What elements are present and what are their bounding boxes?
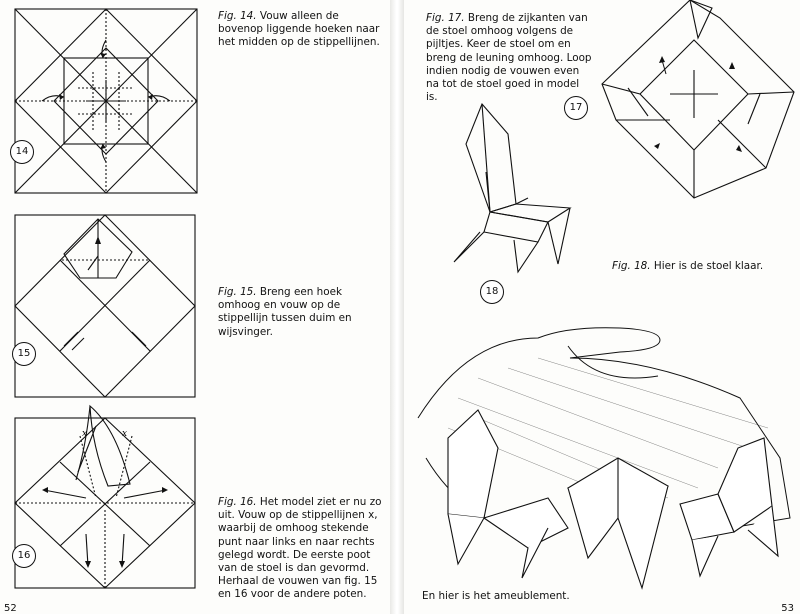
fig18-text: Hier is de stoel klaar.: [653, 260, 764, 272]
fig16-text: Het model ziet er nu zo uit. Vouw op de stippellijnen x, waarbij de omhoog stekende punt naar links en naar rechts gelegd wordt. De eerste poot van de stoel is dan gevormd. Herhaal de vouwen van fig. 15 en 16 voor de andere poten.: [218, 496, 382, 601]
fig15-text: Breng een hoek omhoog en vouw op de stippellijn tussen duim en wijsvinger.: [218, 286, 352, 338]
fig14-caption: [218, 10, 383, 50]
fig18-caption: [612, 260, 772, 273]
fig15-diagram: [14, 214, 196, 398]
fig17-number: 17: [564, 96, 588, 120]
fig17-caption: [426, 12, 594, 104]
fig16-number: 16: [12, 544, 36, 568]
right-page-number: 53: [781, 603, 794, 614]
fig17-text: Breng de zijkanten van de stoel omhoog volgens de pijltjes. Keer de stoel om en breng de leuning omhoog. Loop indien nodig de vouwen even na tot de stoel goed in model is.: [426, 12, 592, 104]
right-page: [404, 0, 800, 614]
left-page-number: 52: [4, 603, 17, 614]
fig14-text: Vouw alleen de bovenop liggende hoeken naar het midden op de stippellijnen.: [218, 10, 380, 49]
fold-mark-left: x: [82, 429, 88, 439]
fig16-caption: [218, 496, 383, 602]
fig15-label: Fig. 15.: [218, 286, 257, 298]
fig15-number: 15: [12, 342, 36, 366]
book-gutter: [390, 0, 404, 614]
fig16-diagram: [14, 406, 196, 590]
fig18-number: 18: [480, 280, 504, 304]
fig15-caption: [218, 286, 383, 339]
fold-mark-right: x: [122, 429, 128, 439]
fig14-number: 14: [10, 140, 34, 164]
fig16-label: Fig. 16.: [218, 496, 257, 508]
left-page: [0, 0, 390, 614]
fig17-label: Fig. 17.: [426, 12, 465, 24]
fig14-label: Fig. 14.: [218, 10, 257, 22]
fig18-diagram: [444, 104, 594, 274]
fig17-diagram: [598, 0, 800, 204]
fig14-diagram: [14, 8, 198, 194]
hand-furniture-illustration: [418, 318, 792, 590]
fig18-label: Fig. 18.: [612, 260, 651, 272]
furniture-caption: En hier is het ameublement.: [422, 590, 570, 602]
